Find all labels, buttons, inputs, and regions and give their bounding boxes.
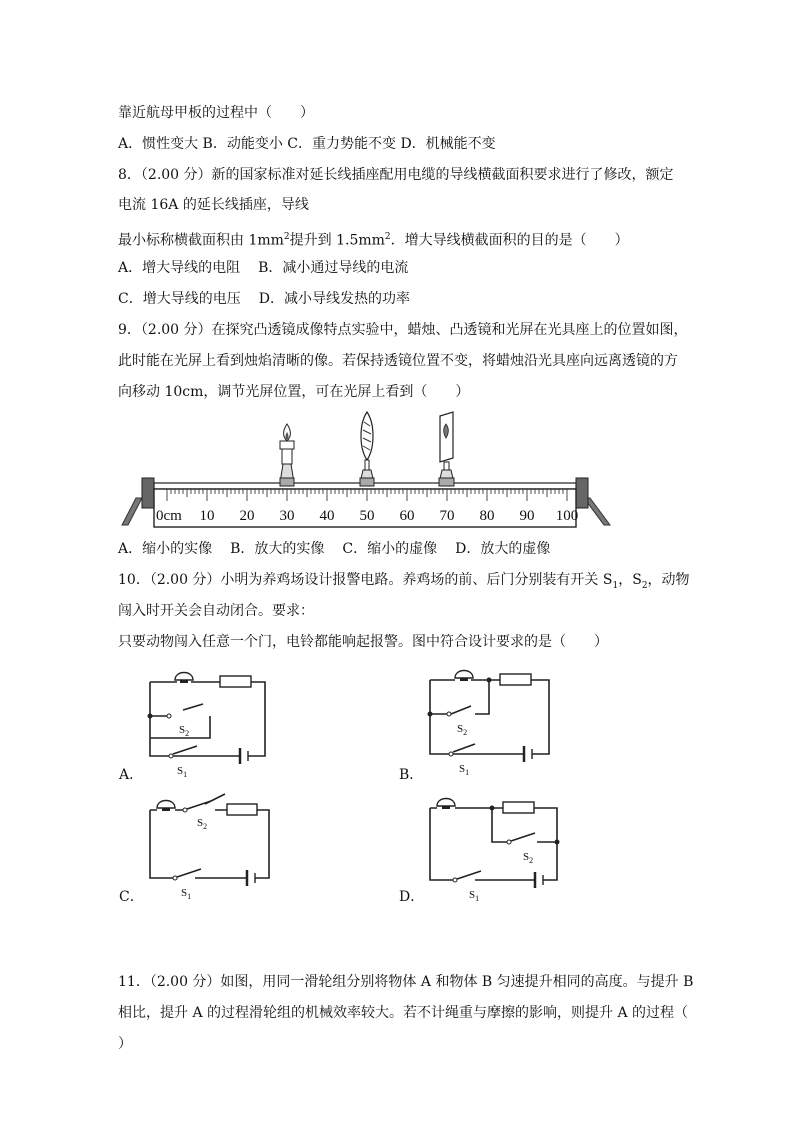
q7-stem-end: 靠近航母甲板的过程中（ ） [118, 105, 314, 121]
ruler-label: 10 [199, 508, 215, 524]
q8-sup2: 2 [384, 232, 391, 242]
q8-option-a: A．增大导线的电阻 [118, 260, 241, 276]
circuit-c-s1-label: $S_1$ [181, 887, 192, 901]
candle [280, 424, 294, 486]
q11-stem-line1: 11．（2.00 分）如图，用同一滑轮组分别将物体 A 和物体 B 匀速提升相同的高度。与提升 B [118, 974, 694, 990]
circuit-b-s2-label: $S_2$ [457, 723, 468, 737]
circuit-a-s1-label: $S_1$ [177, 765, 188, 779]
q8-options-row2 [118, 289, 410, 309]
q10-line1-c: ，动物 [647, 572, 690, 588]
right-end-block [576, 478, 588, 508]
circuit-d-s1-label: $S_1$ [469, 889, 480, 903]
circuit-c-label: C． [119, 889, 144, 905]
q10-stem-line3: 只要动物闯入任意一个门，电铃都能响起报警。图中符合设计要求的是（ ） [118, 634, 608, 650]
circuit-b [425, 660, 575, 778]
q8-option-b: B．减小通过导线的电流 [258, 260, 409, 276]
q8-line3-a: 最小标称横截面积由 1mm [118, 232, 284, 249]
ruler-label: 70 [439, 508, 455, 524]
left-foot [122, 498, 142, 525]
q7-options: A．惯性变大 B．动能变小 C．重力势能不变 D．机械能不变 [118, 136, 496, 152]
ruler-label: 30 [279, 508, 295, 524]
ruler-label: 0cm [156, 508, 182, 524]
q11-stem-line3: ） [118, 1036, 132, 1052]
circuit-c-s2-label: $S_2$ [197, 817, 208, 831]
q10-line1-b: ，S [618, 572, 642, 588]
q8-stem-line1: 8．（2.00 分）新的国家标准对延长线插座配用电缆的导线横截面积要求进行了修改，额定 [118, 167, 674, 183]
q9-option-b: B．放大的实像 [230, 541, 325, 557]
q10-sub2: 2 [641, 580, 648, 591]
q8-stem-line2: 电流 16A 的延长线插座，导线 [118, 197, 309, 213]
q8-option-d: D．减小导线发热的功率 [258, 291, 410, 307]
ruler-label: 40 [319, 508, 335, 524]
circuit-d-s2-label: $S_2$ [523, 851, 534, 865]
q10-sub1: 1 [612, 580, 619, 591]
ruler-label: 100 [555, 508, 579, 524]
q9-option-a: A．缩小的实像 [118, 541, 213, 557]
ruler-label: 60 [399, 508, 415, 524]
q8-sup1: 2 [283, 232, 290, 242]
circuit-d [425, 784, 575, 902]
q9-options [118, 539, 550, 559]
circuit-a-s2-label: $S_2$ [179, 724, 190, 738]
circuit-b-label: B． [399, 767, 424, 783]
convex-lens [360, 412, 374, 486]
ruler-label: 20 [239, 508, 255, 524]
q8-line3-c: ．增大导线横截面积的目的是（ ） [390, 232, 629, 249]
ruler-label: 80 [479, 508, 495, 524]
circuit-d-label: D． [399, 889, 425, 905]
q8-options-row1 [118, 258, 408, 278]
circuit-c [145, 790, 295, 902]
q9-stem-line3: 向移动 10cm，调节光屏位置，可在光屏上看到（ ） [118, 384, 470, 400]
q8-stem-line3 [118, 227, 629, 251]
q10-line1-a: 10．（2.00 分）小明为养鸡场设计报警电路。养鸡场的前、后门分别装有开关 S [118, 572, 613, 588]
left-end-block [142, 478, 154, 508]
q9-option-d: D．放大的虚像 [455, 541, 551, 557]
optical-bench-figure [118, 408, 618, 533]
q10-stem-line1 [118, 570, 690, 596]
ruler-label: 50 [359, 508, 375, 524]
q9-stem-line2: 此时能在光屏上看到烛焰清晰的像。若保持透镜位置不变，将蜡烛沿光具座向远离透镜的方 [118, 353, 678, 369]
circuit-b-s1-label: $S_1$ [459, 763, 470, 777]
q8-line3-b: 提升到 1.5mm [289, 232, 385, 249]
light-screen [439, 412, 454, 486]
q10-stem-line2: 闯入时开关会自动闭合。要求： [118, 603, 314, 619]
q8-option-c: C．增大导线的电压 [118, 291, 241, 307]
circuit-a-label: A． [119, 767, 144, 783]
q9-stem-line1: 9．（2.00 分）在探究凸透镜成像特点实验中，蜡烛、凸透镜和光屏在光具座上的位置如图， [118, 322, 688, 338]
circuit-a [145, 660, 295, 778]
ruler-label: 90 [519, 508, 535, 524]
q11-stem-line2: 相比，提升 A 的过程滑轮组的机械效率较大。若不计绳重与摩擦的影响，则提升 A 的过程（ [118, 1005, 689, 1021]
q9-option-c: C．缩小的虚像 [342, 541, 438, 557]
